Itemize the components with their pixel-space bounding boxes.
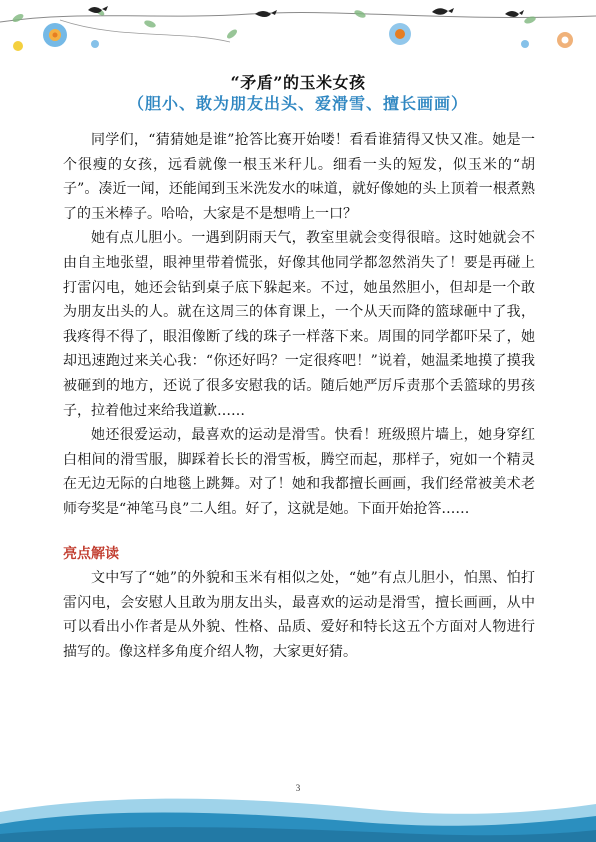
flower-icon [557,32,573,48]
highlight-text: 文中写了“她”的外貌和玉米有相似之处，“她”有点儿胆小，怕黑、怕打雷闪电，会安慰人且敢为朋友出头，最喜欢的运动是滑雪，擅长画画，从中可以看出小作者是从外貌、性格、品质、爱好和特长这五个方面对人物进行描写的。像这样多角度介绍人物，大家更好猜。 [63,570,535,660]
bird-icon [432,8,454,15]
footer-wave-decoration [0,782,596,842]
flower-icon [91,40,99,48]
article-title: “矛盾”的玉米女孩 [230,73,366,92]
header-decoration [0,0,596,70]
bird-icon [255,10,277,17]
paragraph-2: 她有点儿胆小。一遇到阴雨天气，教室里就会变得很暗。这时她就会不由自主地张望，眼神里带着慌张，好像其他同学都忽然消失了！要是再碰上打雷闪电，她还会钻到桌子底下躲起来。不过，她虽然胆小，但却是一个敢为朋友出头的人。就在这周三的体育课上，一个从天而降的篮球砸中了我，我疼得不得了，眼泪像断了线的珠子一样落下来。周围的同学都吓呆了，她却迅速跑过来关心我：“你还好吗？一定很疼吧！”说着，她温柔地摸了摸我被砸到的地方，还说了很多安慰我的话。随后她严厉斥责那个丢篮球的男孩子，拉着他过来给我道歉…… [63,230,535,419]
flower-icon [43,23,67,47]
paragraph-1: 同学们，“猜猜她是谁”抢答比赛开始喽！看看谁猜得又快又准。她是一个很瘦的女孩，远看就像一根玉米秆儿。细看一头的短发，似玉米的“胡子”。凑近一闻，还能闻到玉米洗发水的味道，就好像她的头上顶着一根煮熟了的玉米棒子。哈哈，大家是不是想啃上一口？ [63,132,535,222]
page-number: 3 [295,783,301,793]
article-body [63,128,535,664]
article-subtitle: （胆小、敢为朋友出头、爱滑雪、擅长画画） [127,94,468,113]
paragraph-3: 她还很爱运动，最喜欢的运动是滑雪。快看！班级照片墙上，她身穿红白相间的滑雪服，脚踩着长长的滑雪板，腾空而起，那样子，宛如一个精灵在无边无际的白地毯上跳舞。对了！她和我都擅长画画，我们经常被美术老师夸奖是“神笔马良”二人组。好了，这就是她。下面开始抢答…… [63,427,535,517]
flower-icon [13,41,23,51]
bird-icon [88,6,108,13]
bird-icon [505,10,524,17]
flower-icon [389,23,411,45]
flower-icon [521,40,529,48]
highlight-heading: 亮点解读 [63,545,119,562]
